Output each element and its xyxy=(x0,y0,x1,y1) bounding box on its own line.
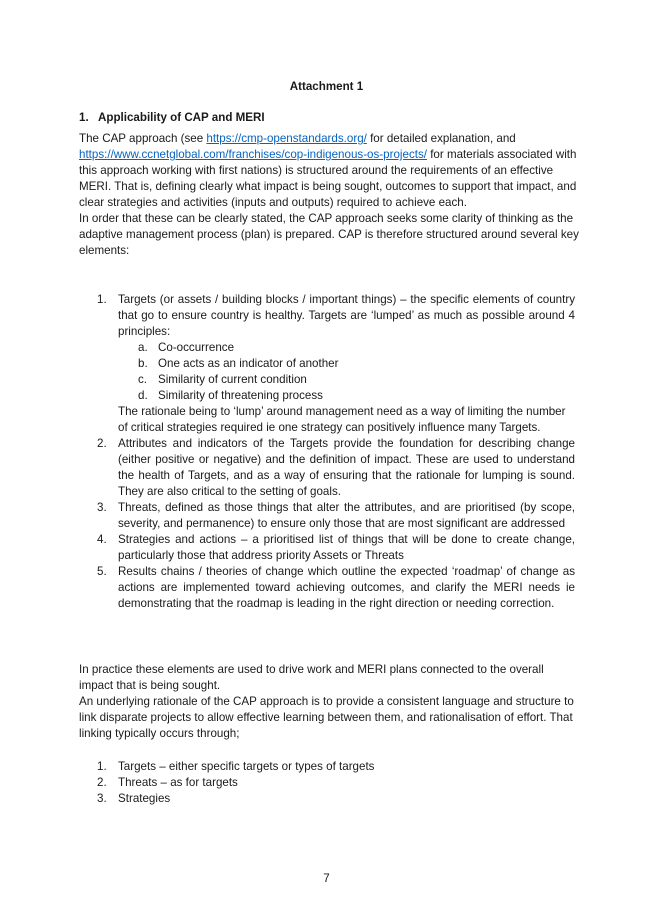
sublist-text: Co-occurrence xyxy=(158,341,235,354)
list-marker: 1. xyxy=(97,293,107,306)
sublist-item xyxy=(118,340,575,356)
sublist-marker: a. xyxy=(138,341,148,354)
sublist-marker: b. xyxy=(138,357,148,370)
list-item xyxy=(79,759,575,775)
intro-text-c: for materials associated with this approach working with first nations) is structured around the requirements of an effective MERI. That is, defining clearly what impact is being sought, outcomes to support that impact, and clear strategies and activities (inputs and outputs) required to achieve each. xyxy=(79,148,577,209)
sublist-text: Similarity of current condition xyxy=(158,373,307,386)
list-item-text: Results chains / theories of change which outline the expected ‘roadmap’ of change as actions are implemented toward achieving outcomes, and clarify the MERI needs ie demonstrating that the roadmap is leading in the right direction or needing correction. xyxy=(118,565,575,610)
list-marker: 4. xyxy=(97,533,107,546)
list-item-text: Attributes and indicators of the Targets provide the foundation for describing change (either positive or negative) and the definition of impact. These are used to understand the health of Targets, and as a way of ensuring that the rationale for lumping is sound. They are also critical to the setting of goals. xyxy=(118,437,575,498)
list-marker: 2. xyxy=(97,776,107,789)
section-number: 1. xyxy=(79,111,89,124)
list-item xyxy=(79,775,575,791)
list-item-text: Threats – as for targets xyxy=(118,776,238,789)
list-item xyxy=(79,532,575,564)
key-elements-list xyxy=(79,292,575,612)
intro-block xyxy=(79,131,579,259)
intro-text-b: for detailed explanation, and xyxy=(366,132,516,145)
practice-paragraph-1: In practice these elements are used to drive work and MERI plans connected to the overall impact that is being sought. xyxy=(79,663,544,692)
intro-paragraph-2: In order that these can be clearly stated, the CAP approach seeks some clarity of thinking as the adaptive management process (plan) is prepared. CAP is therefore structured around several key elements: xyxy=(79,212,579,257)
sublist-item xyxy=(118,356,575,372)
principles-sublist xyxy=(118,340,575,404)
sublist-item xyxy=(118,388,575,404)
section-heading xyxy=(79,110,265,126)
sublist-marker: d. xyxy=(138,389,148,402)
cmp-openstandards-link[interactable]: https://cmp-openstandards.org/ xyxy=(206,132,367,145)
list-item-text: Strategies xyxy=(118,792,171,805)
section-heading-text: Applicability of CAP and MERI xyxy=(98,111,265,124)
list-item xyxy=(79,436,575,500)
list-item-rationale: The rationale being to ‘lump’ around management need as a way of limiting the number of critical strategies required ie one strategy can positively influence many Targets. xyxy=(118,405,566,434)
list-item xyxy=(79,500,575,532)
list-marker: 1. xyxy=(97,760,107,773)
practice-block xyxy=(79,662,579,742)
list-item-text: Strategies and actions – a prioritised list of things that will be done to create change, particularly those that address priority Assets or Threats xyxy=(118,533,575,562)
list-marker: 2. xyxy=(97,437,107,450)
sublist-text: Similarity of threatening process xyxy=(158,389,323,402)
intro-paragraph-1 xyxy=(79,131,579,211)
page-number: 7 xyxy=(323,872,330,885)
list-marker: 3. xyxy=(97,501,107,514)
list-item xyxy=(79,564,575,612)
list-item xyxy=(79,791,575,807)
ccnetglobal-link[interactable]: https://www.ccnetglobal.com/franchises/cop-indigenous-os-projects/ xyxy=(79,148,427,161)
practice-paragraph-2: An underlying rationale of the CAP approach is to provide a consistent language and structure to link disparate projects to allow effective learning between them, and rationalisation of effort. That linking typically occurs through; xyxy=(79,695,574,740)
list-marker: 3. xyxy=(97,792,107,805)
sublist-text: One acts as an indicator of another xyxy=(158,357,339,370)
list-item-text: Threats, defined as those things that alter the attributes, and are prioritised (by scope, severity, and permanence) to ensure only those that are most significant are addressed xyxy=(118,501,575,530)
list-item-text: Targets (or assets / building blocks / important things) – the specific elements of country that go to ensure country is healthy. Targets are ‘lumped’ as much as possible around 4 principles: xyxy=(118,293,575,338)
list-item-text: Targets – either specific targets or types of targets xyxy=(118,760,375,773)
page-title: Attachment 1 xyxy=(289,80,364,93)
intro-text-a: The CAP approach (see xyxy=(79,132,207,145)
list-item xyxy=(79,292,575,436)
list-marker: 5. xyxy=(97,565,107,578)
linking-list xyxy=(79,759,575,807)
sublist-item xyxy=(118,372,575,388)
sublist-marker: c. xyxy=(138,373,148,386)
